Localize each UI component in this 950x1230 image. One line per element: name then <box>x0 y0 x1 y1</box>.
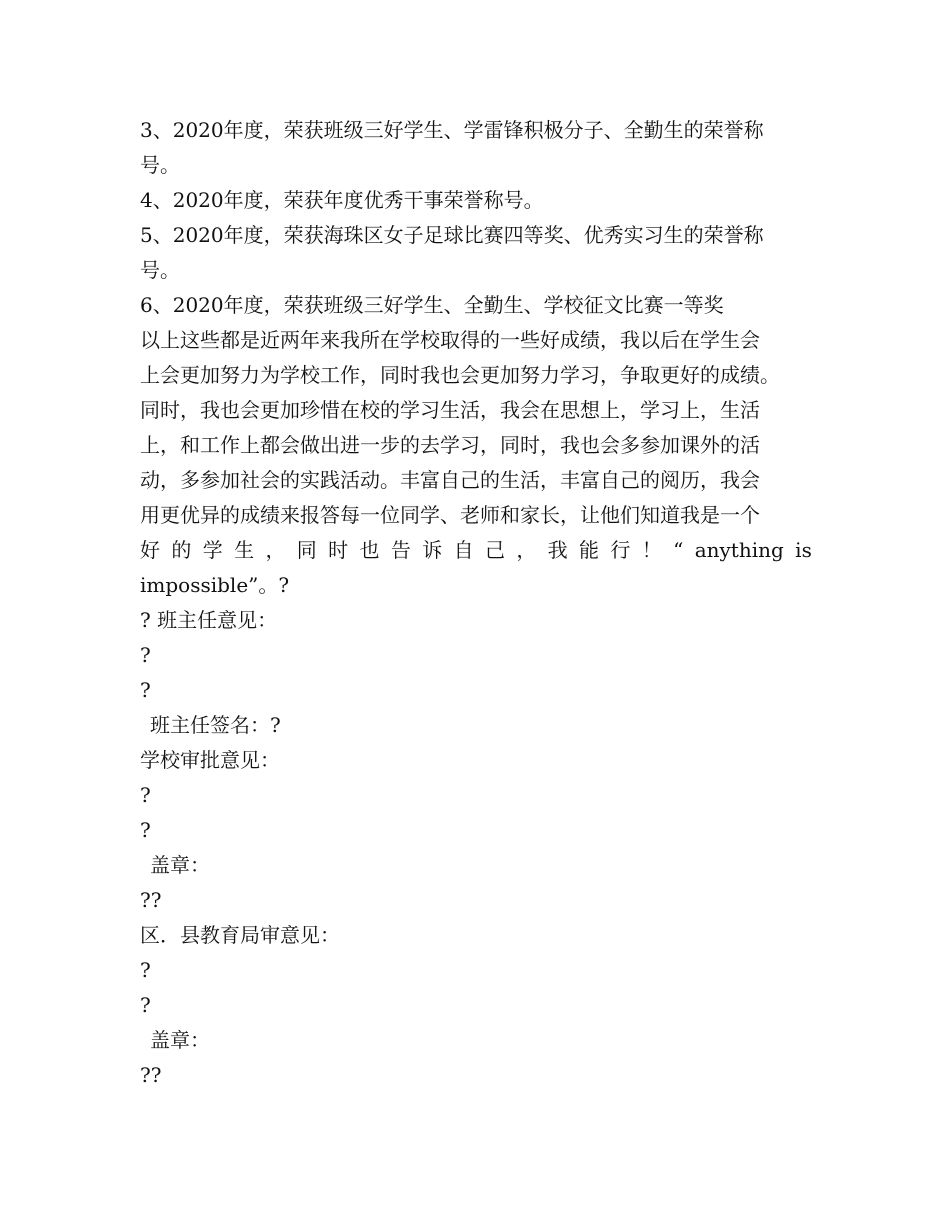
justified-token: ， <box>516 538 537 562</box>
justified-token: 行 <box>610 538 631 562</box>
paragraph-line-2: 上会更加努力为学校工作，同时我也会更加努力学习，争取更好的成绩。 <box>140 363 780 387</box>
paragraph-line-1: 以上这些都是近两年来我所在学校取得的一些好成绩，我以后在学生会 <box>140 328 760 352</box>
paragraph-closing-line: impossible”。? <box>140 573 290 597</box>
award-line-3b: 号。 <box>140 258 180 282</box>
blank-line: ? <box>140 783 151 807</box>
blank-line: ? <box>140 818 151 842</box>
justified-token: “ <box>673 538 684 562</box>
award-line-1b: 号。 <box>140 153 180 177</box>
blank-line: ? <box>140 643 151 667</box>
blank-line: ?? <box>140 888 162 912</box>
justified-token: 自 <box>453 538 474 562</box>
justified-token: 生 <box>234 538 255 562</box>
justified-token: 好 <box>140 538 160 562</box>
justified-token: 时 <box>328 538 349 562</box>
justified-token: 学 <box>202 538 223 562</box>
award-line-2: 4、2020年度，荣获年度优秀干事荣誉称号。 <box>140 188 544 212</box>
justified-token: is <box>795 538 812 562</box>
award-line-4: 6、2020年度，荣获班级三好学生、全勤生、学校征文比赛一等奖 <box>140 293 724 317</box>
teacher-signature-label: 班主任签名：? <box>150 713 281 737</box>
justified-token: ！ <box>641 538 662 562</box>
paragraph-line-5: 动，多参加社会的实践活动。丰富自己的生活，丰富自己的阅历，我会 <box>140 468 760 492</box>
document-body <box>140 113 812 1093</box>
justified-token: 我 <box>547 538 568 562</box>
justified-token: 的 <box>171 538 192 562</box>
blank-line: ?? <box>140 1063 162 1087</box>
blank-line: ? <box>140 678 151 702</box>
justified-token: 告 <box>390 538 411 562</box>
teacher-opinion-label: ? 班主任意见： <box>140 608 278 632</box>
blank-line: ? <box>140 993 151 1017</box>
justified-token: 也 <box>359 538 380 562</box>
justified-token: anything <box>694 538 784 562</box>
paragraph-line-3: 同时，我也会更加珍惜在校的学习生活，我会在思想上，学习上，生活 <box>140 398 760 422</box>
award-line-3a: 5、2020年度，荣获海珠区女子足球比赛四等奖、优秀实习生的荣誉称 <box>140 223 764 247</box>
school-stamp-label: 盖章： <box>150 853 210 877</box>
paragraph-line-6: 用更优异的成绩来报答每一位同学、老师和家长，让他们知道我是一个 <box>140 503 760 527</box>
justified-token: 能 <box>579 538 600 562</box>
district-stamp-label: 盖章： <box>150 1028 210 1052</box>
school-opinion-label: 学校审批意见： <box>140 748 280 772</box>
justified-token: ， <box>265 538 286 562</box>
blank-line: ? <box>140 958 151 982</box>
paragraph-justified-line <box>140 533 812 568</box>
award-line-1a: 3、2020年度，荣获班级三好学生、学雷锋积极分子、全勤生的荣誉称 <box>140 118 764 142</box>
district-opinion-label: 区．县教育局审意见： <box>140 923 340 947</box>
justified-token: 己 <box>484 538 505 562</box>
justified-token: 诉 <box>422 538 443 562</box>
justified-token: 同 <box>296 538 317 562</box>
paragraph-line-4: 上，和工作上都会做出进一步的去学习，同时，我也会多参加课外的活 <box>140 433 760 457</box>
